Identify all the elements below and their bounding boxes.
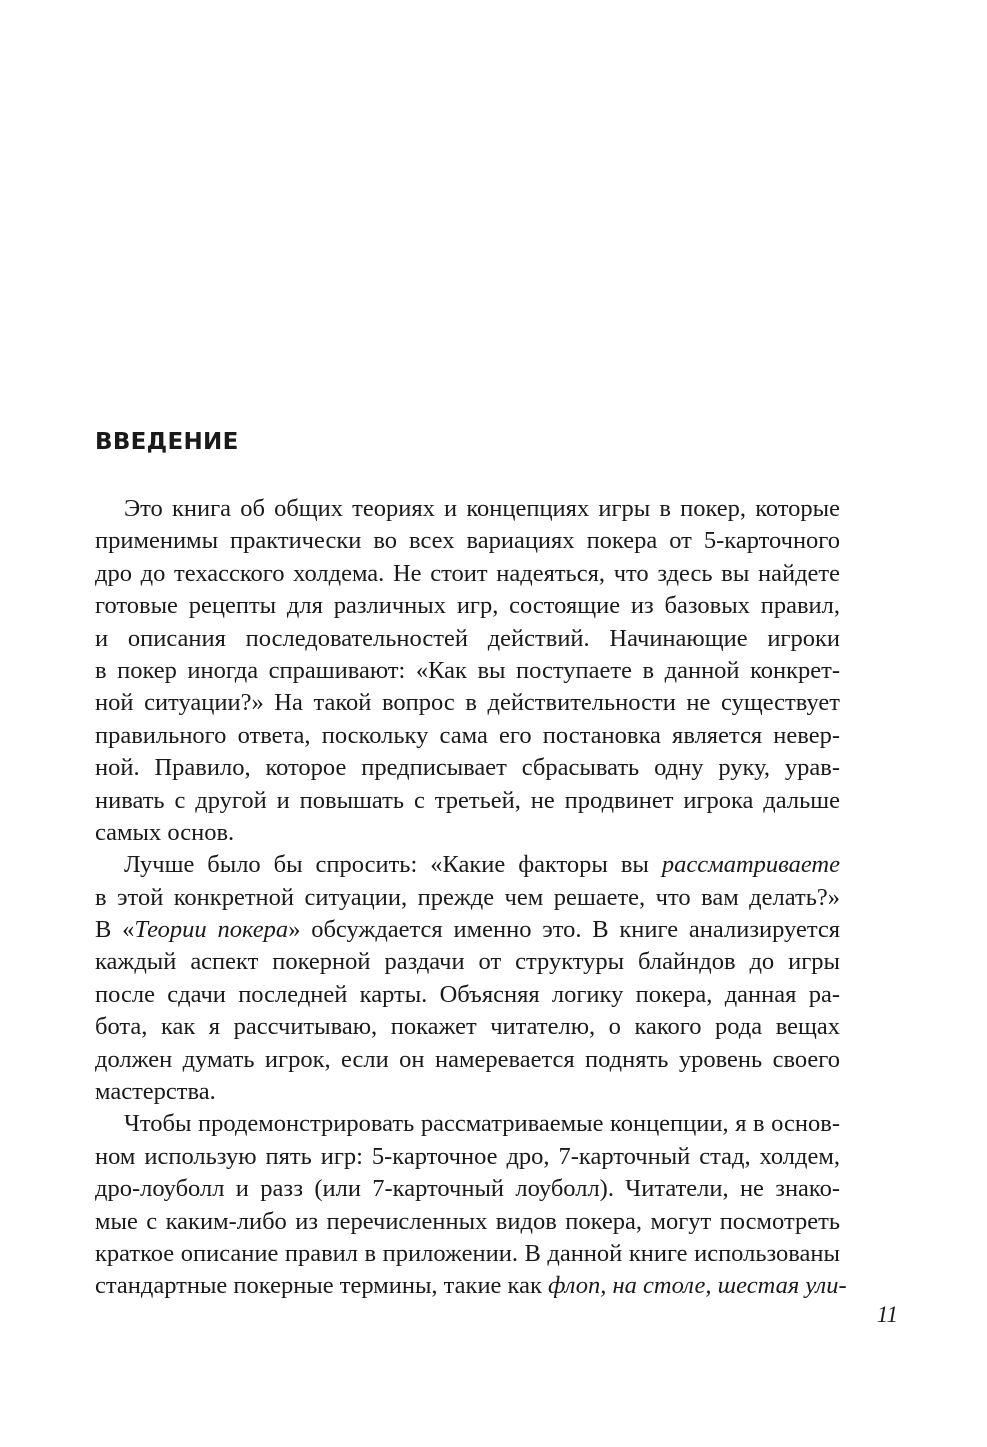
text-line (95, 1108, 840, 1140)
body-text (95, 493, 847, 1303)
text-segment: в покер иногда спрашивают: «Как вы поступаете в данной конкрет- (95, 656, 840, 684)
text-segment: готовые рецепты для различных игр, состоящие из базовых правил, (95, 592, 840, 620)
text-line (95, 914, 840, 946)
text-line (95, 1173, 840, 1205)
text-line (95, 623, 840, 655)
text-line (95, 655, 840, 687)
text-line (95, 1141, 840, 1173)
text-line (95, 785, 840, 817)
text-segment: В « (95, 916, 135, 944)
text-line (95, 882, 840, 914)
text-segment: Лучше было бы спросить: «Какие факторы вы (124, 851, 662, 879)
text-segment: самых основ. (95, 818, 235, 846)
text-segment: мастерства. (95, 1078, 216, 1106)
text-line (95, 849, 840, 881)
text-segment: дро-лоуболл и разз (или 7-карточный лоуболл). Читатели, не знако- (95, 1175, 840, 1203)
text-segment: ном использую пять игр: 5-карточное дро, 7-карточный стад, холдем, (95, 1142, 840, 1170)
page-number: 11 (876, 1302, 898, 1327)
text-segment: бота, как я рассчитываю, покажет читателю, о какого рода вещах (95, 1013, 840, 1041)
text-segment: ной ситуации?» На такой вопрос в действительности не существует (95, 689, 840, 717)
text-line (95, 558, 840, 590)
text-line (95, 979, 840, 1011)
text-line (95, 525, 840, 557)
text-segment: после сдачи последней карты. Объясняя логику покера, данная ра- (95, 980, 840, 1008)
text-line (95, 687, 840, 719)
text-line (95, 1011, 840, 1043)
text-segment: и описания последовательностей действий. Начинающие игроки (95, 624, 840, 652)
chapter-title: ВВЕДЕНИЕ (95, 429, 239, 455)
text-segment: краткое описание правил в приложении. В данной книге использованы (95, 1239, 840, 1267)
text-segment: применимы практически во всех вариациях покера от 5-карточного (95, 527, 840, 555)
text-line (95, 1044, 840, 1076)
text-line (95, 1076, 840, 1108)
text-segment: стандартные покерные термины, такие как (95, 1272, 548, 1300)
italic-text-segment: Теории покера (134, 916, 289, 944)
italic-text-segment: флоп, на столе, шестая ули- (548, 1272, 847, 1300)
text-segment: правильного ответа, поскольку сама его постановка является невер- (95, 721, 840, 749)
paragraph (95, 493, 840, 849)
text-segment: нивать с другой и повышать с третьей, не продвинет игрока дальше (95, 786, 840, 814)
text-segment: в этой конкретной ситуации, прежде чем решаете, что вам делать?» (95, 883, 840, 911)
text-line (95, 1238, 840, 1270)
text-segment: мые с каким-либо из перечисленных видов покера, могут посмотреть (95, 1207, 840, 1235)
italic-text-segment: рассматриваете (661, 851, 840, 879)
text-line (95, 1206, 840, 1238)
text-line (95, 1270, 847, 1302)
text-segment: » обсуждается именно это. В книге анализируется (288, 916, 840, 944)
text-line (95, 720, 840, 752)
text-segment: Это книга об общих теориях и концепциях игры в покер, которые (124, 495, 840, 522)
text-line (95, 946, 840, 978)
text-segment: Чтобы продемонстрировать рассматриваемые концепции, я в основ- (124, 1110, 840, 1138)
text-segment: дро до техасского холдема. Не стоит надеяться, что здесь вы найдете (95, 559, 840, 587)
text-line (95, 752, 840, 784)
text-line (95, 590, 840, 622)
paragraph (95, 1108, 847, 1302)
text-segment: каждый аспект покерной раздачи от структуры блайндов до игры (95, 948, 840, 976)
paragraph (95, 849, 840, 1108)
text-line (95, 493, 840, 525)
text-line (95, 817, 840, 849)
text-segment: ной. Правило, которое предписывает сбрасывать одну руку, урав- (95, 754, 840, 782)
text-segment: должен думать игрок, если он намеревается поднять уровень своего (95, 1045, 840, 1073)
